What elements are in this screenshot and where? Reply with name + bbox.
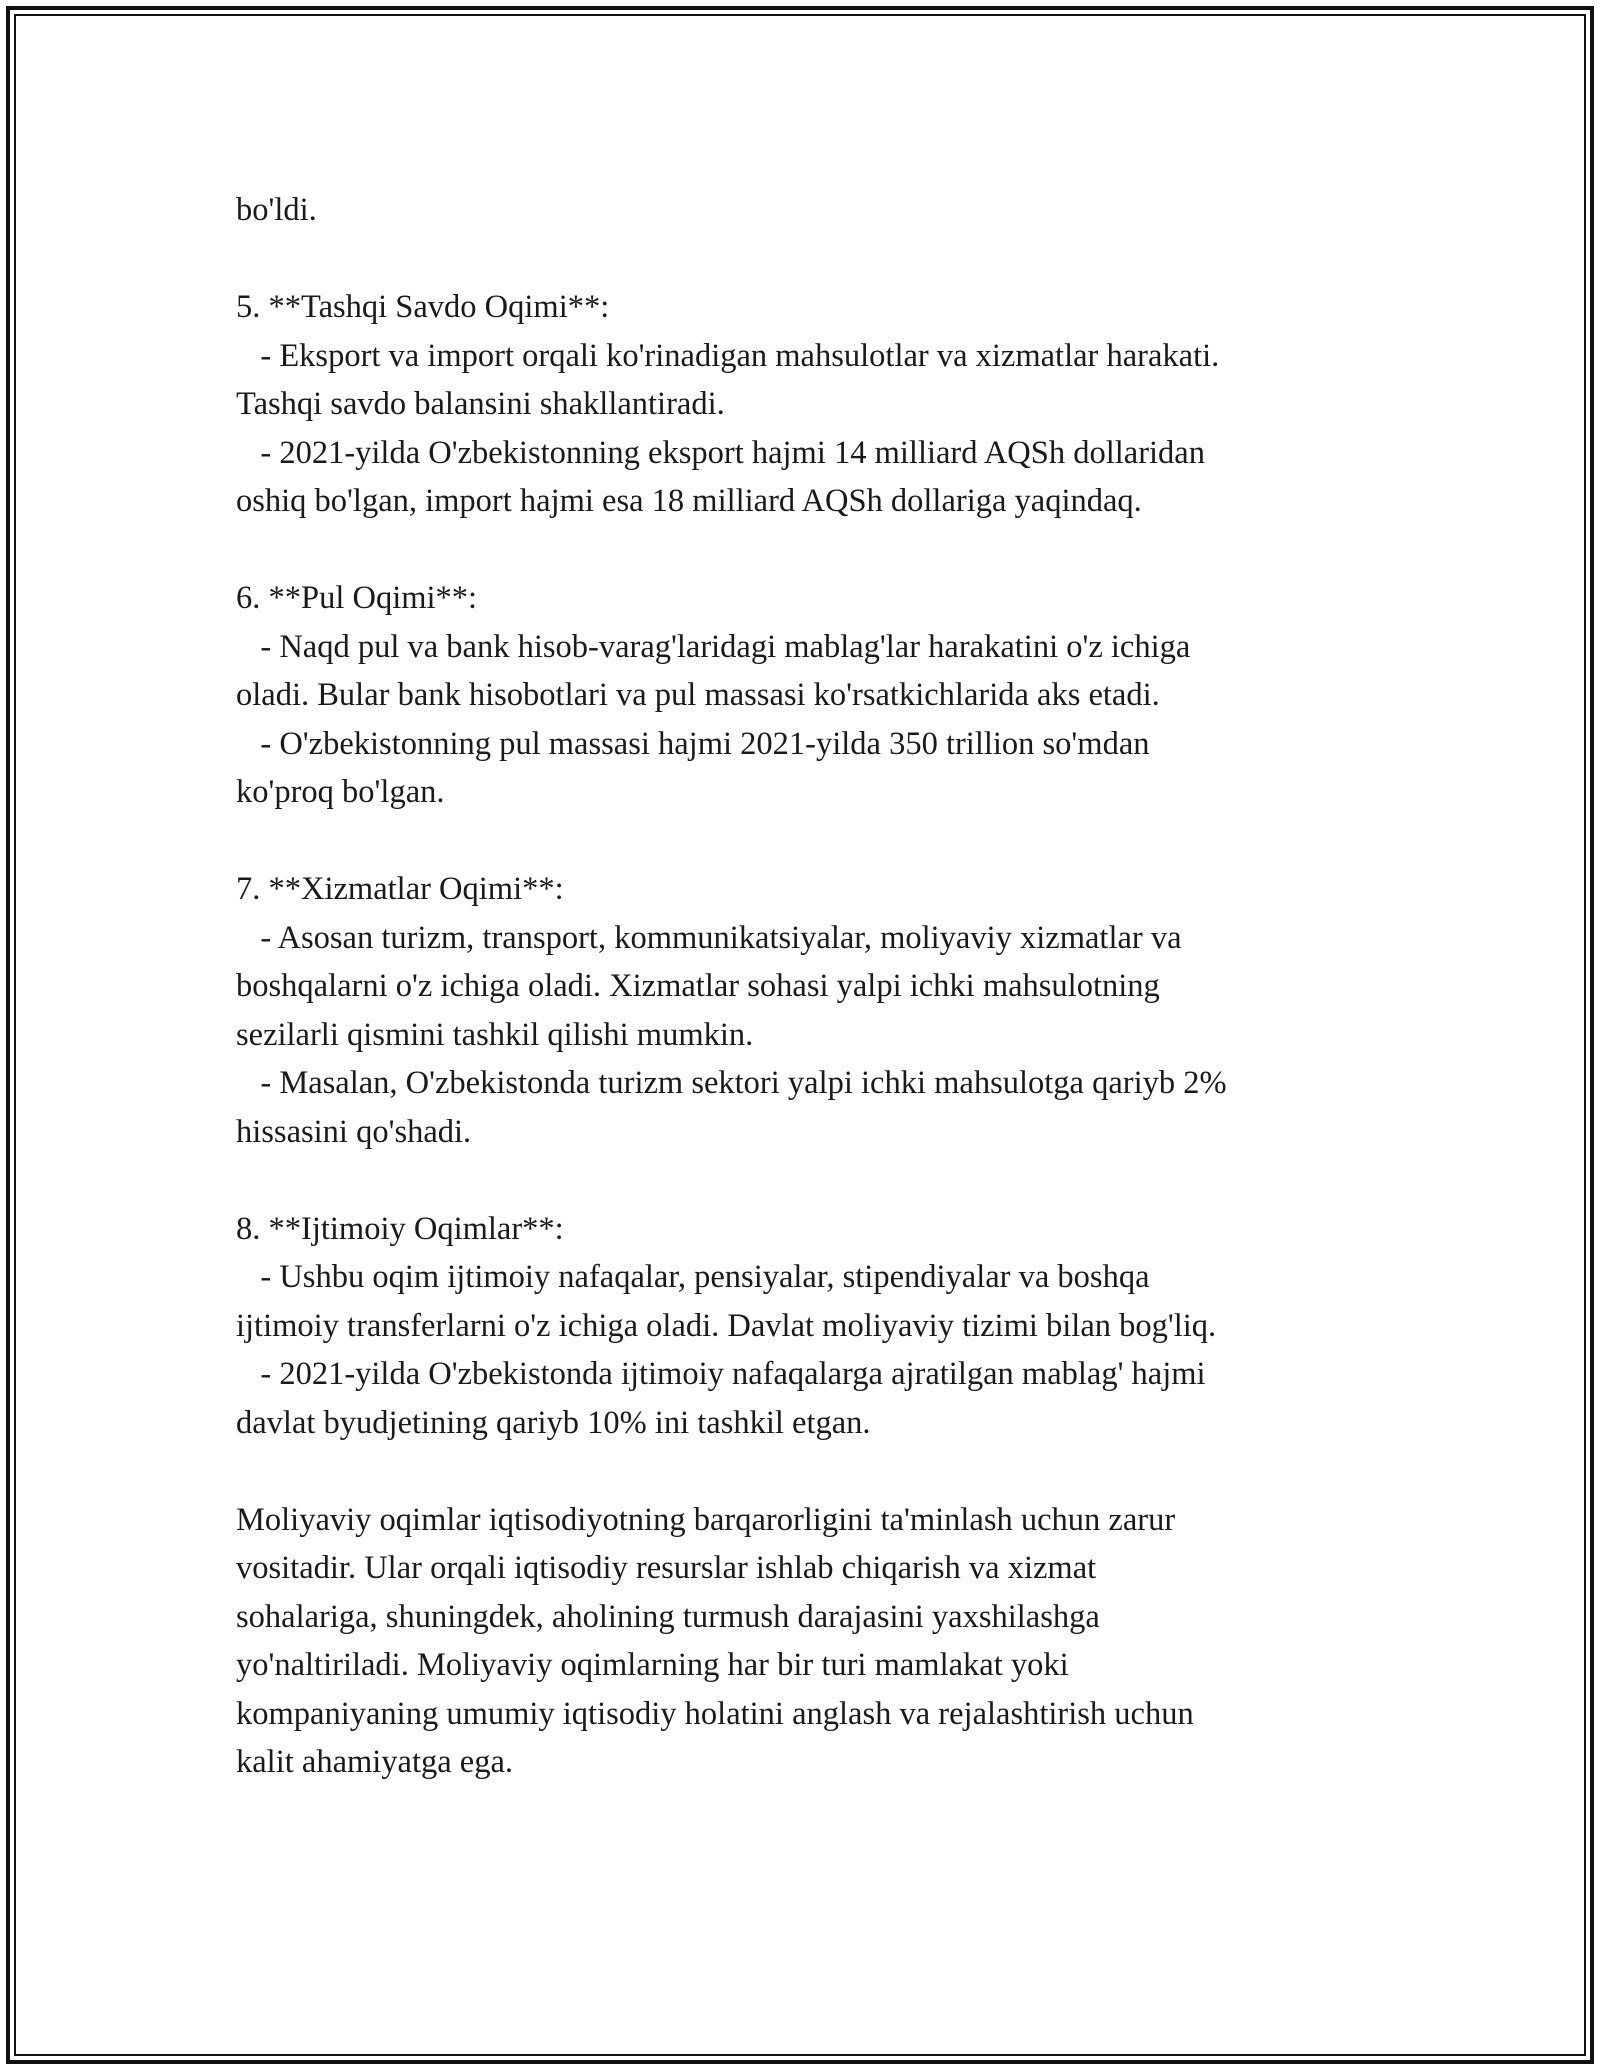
section-heading: 8. **Ijtimoiy Oqimlar**: — [236, 1210, 564, 1247]
blank-line — [236, 1156, 1376, 1205]
text-line: boshqalarni o'z ichiga oladi. Xizmatlar sohasi yalpi ichki mahsulotning — [236, 968, 1160, 1004]
conclusion-line: kalit ahamiyatga ega. — [236, 1744, 514, 1780]
blank-line — [236, 817, 1376, 866]
text-line: Tashqi savdo balansini shakllantiradi. — [236, 386, 725, 422]
text-line: ijtimoiy transferlarni o'z ichiga oladi. Davlat moliyaviy tizimi bilan bog'liq. — [236, 1307, 1217, 1344]
conclusion-line: sohalariga, shuningdek, aholining turmush darajasini yaxshilashga — [236, 1598, 1100, 1635]
text-line: bo'ldi. — [236, 192, 317, 228]
text-line: - 2021-yilda O'zbekistonning eksport hajmi 14 milliard AQSh dollaridan — [236, 434, 1205, 471]
text-line: oladi. Bular bank hisobotlari va pul massasi ko'rsatkichlarida aks etadi. — [236, 677, 1160, 713]
text-line: - 2021-yilda O'zbekistonda ijtimoiy nafaqalarga ajratilgan mablag' hajmi — [236, 1356, 1206, 1392]
text-line: - Eksport va import orqali ko'rinadigan mahsulotlar va xizmatlar harakati. — [236, 337, 1220, 374]
text-line: - Ushbu oqim ijtimoiy nafaqalar, pensiyalar, stipendiyalar va boshqa — [236, 1259, 1150, 1295]
text-line: - Asosan turizm, transport, kommunikatsiyalar, moliyaviy xizmatlar va — [236, 919, 1182, 956]
text-line: oshiq bo'lgan, import hajmi esa 18 milliard AQSh dollariga yaqindaq. — [236, 483, 1142, 519]
document-body — [236, 186, 1376, 1787]
text-line: davlat byudjetining qariyb 10% ini tashkil etgan. — [236, 1404, 871, 1441]
blank-line — [236, 1447, 1376, 1496]
section-heading: 5. **Tashqi Savdo Oqimi**: — [236, 289, 610, 325]
blank-line — [236, 526, 1376, 575]
section-heading: 6. **Pul Oqimi**: — [236, 580, 478, 616]
text-line: - Naqd pul va bank hisob-varag'laridagi mablag'lar harakatini o'z ichiga — [236, 628, 1191, 665]
conclusion-line: kompaniyaning umumiy iqtisodiy holatini anglash va rejalashtirish uchun — [236, 1695, 1194, 1732]
conclusion-line: vositadir. Ular orqali iqtisodiy resurslar ishlab chiqarish va xizmat — [236, 1550, 1097, 1586]
blank-line — [236, 235, 1376, 284]
text-line: - Masalan, O'zbekistonda turizm sektori yalpi ichki mahsulotga qariyb 2% — [236, 1065, 1227, 1101]
text-line: - O'zbekistonning pul massasi hajmi 2021-yilda 350 trillion so'mdan — [236, 725, 1150, 762]
text-line: hissasini qo'shadi. — [236, 1113, 472, 1150]
text-line: sezilarli qismini tashkil qilishi mumkin. — [236, 1016, 754, 1053]
conclusion-line: Moliyaviy oqimlar iqtisodiyotning barqarorligini ta'minlash uchun zarur — [236, 1501, 1176, 1538]
text-line: ko'proq bo'lgan. — [236, 774, 445, 810]
conclusion-line: yo'naltiriladi. Moliyaviy oqimlarning har bir turi mamlakat yoki — [236, 1647, 1069, 1683]
section-heading: 7. **Xizmatlar Oqimi**: — [236, 871, 564, 907]
